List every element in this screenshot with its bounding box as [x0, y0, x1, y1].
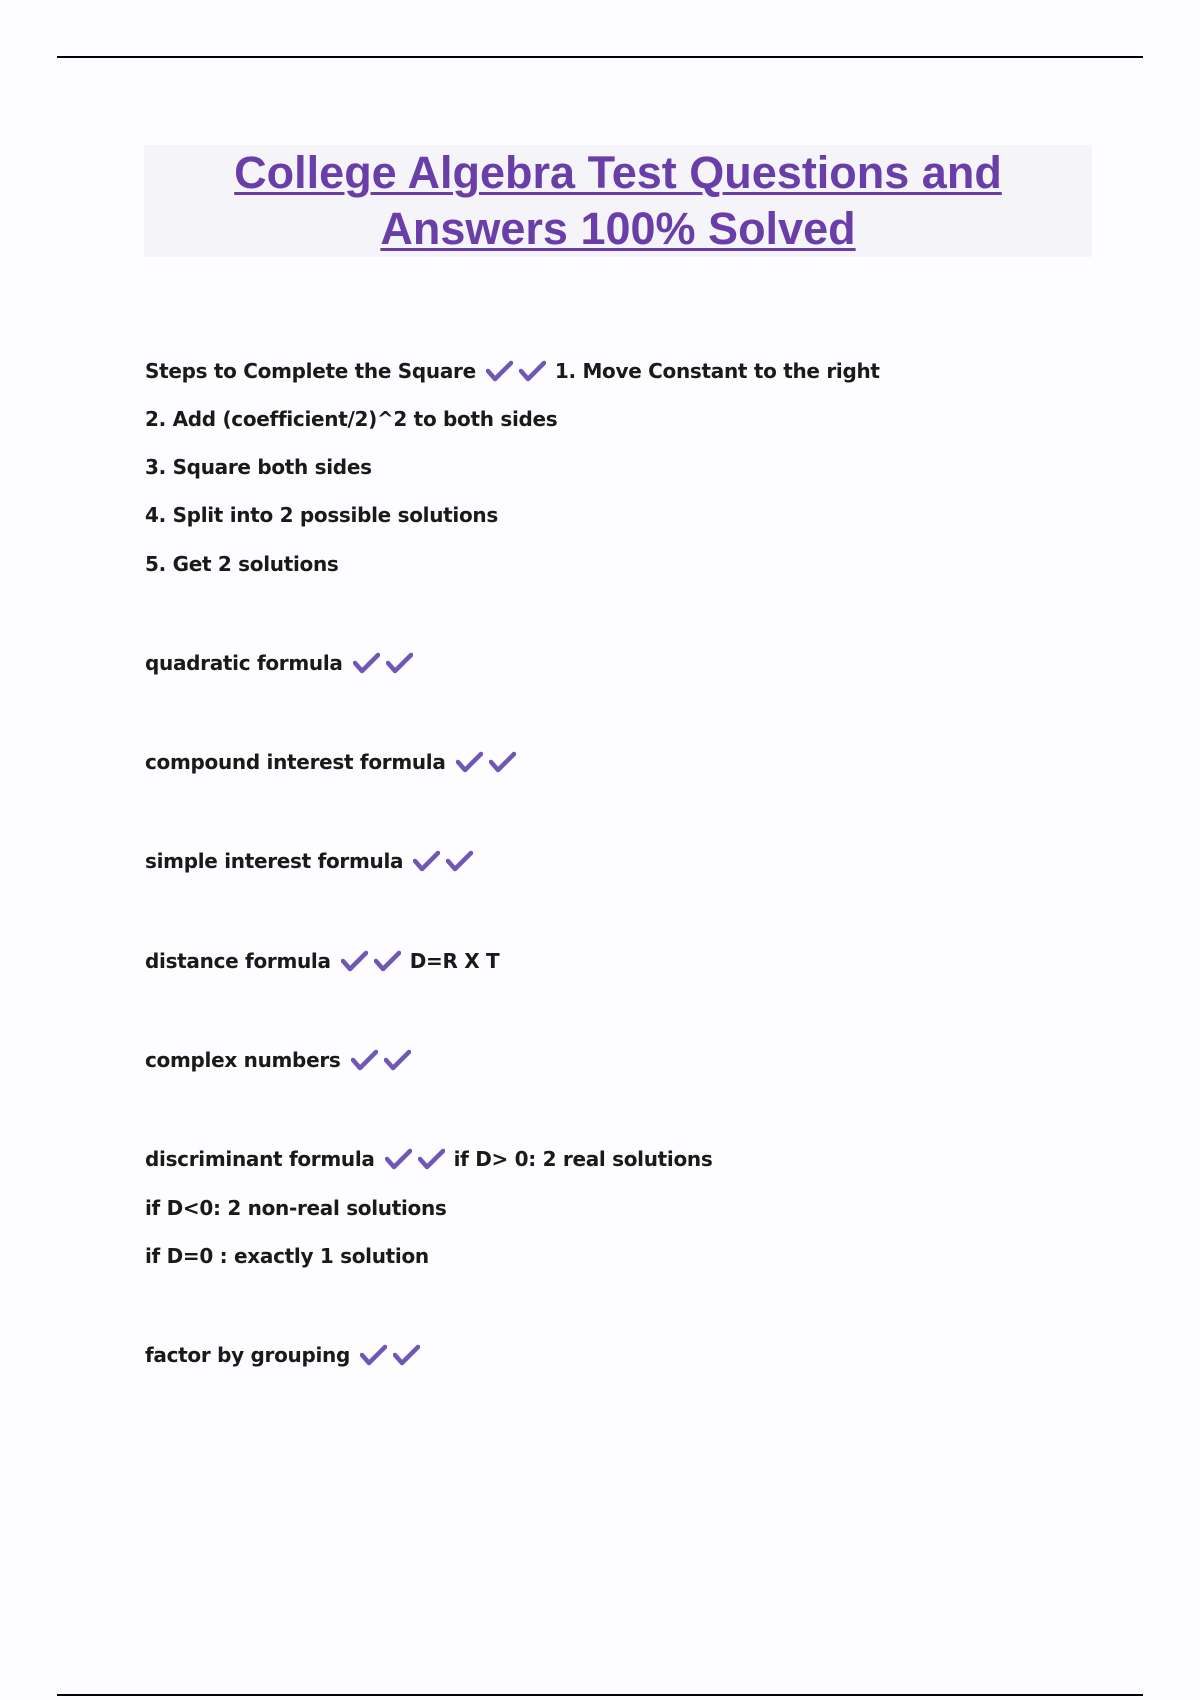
check-pair [353, 652, 419, 674]
document-title [144, 145, 1092, 257]
qa-item-complete-square [145, 357, 880, 385]
term: factor by grouping [145, 1343, 350, 1367]
check-pair [413, 850, 479, 872]
qa-item-distance [145, 947, 499, 975]
checkmark-icon [393, 1344, 420, 1366]
checkmark-icon [374, 950, 401, 972]
check-pair [341, 950, 407, 972]
title-banner [144, 145, 1092, 257]
title-line-2: Answers 100% Solved [380, 203, 856, 254]
check-pair [360, 1344, 426, 1366]
answer-continuation: 5. Get 2 solutions [145, 552, 339, 576]
check-pair [385, 1148, 451, 1170]
answer-continuation: 4. Split into 2 possible solutions [145, 503, 498, 527]
term: discriminant formula [145, 1147, 375, 1171]
check-pair [456, 751, 522, 773]
checkmark-icon [386, 652, 413, 674]
bottom-rule [57, 1694, 1143, 1696]
answer: if D> 0: 2 real solutions [453, 1147, 713, 1171]
checkmark-icon [384, 1049, 411, 1071]
checkmark-icon [519, 360, 546, 382]
answer-continuation: 3. Square both sides [145, 455, 372, 479]
checkmark-icon [353, 652, 380, 674]
answer-continuation: 2. Add (coefficient/2)^2 to both sides [145, 407, 558, 431]
qa-item-quadratic [145, 649, 422, 677]
checkmark-icon [413, 850, 440, 872]
checkmark-icon [351, 1049, 378, 1071]
checkmark-icon [360, 1344, 387, 1366]
answer: D=R X T [409, 949, 500, 973]
term: complex numbers [145, 1048, 341, 1072]
term: distance formula [145, 949, 331, 973]
checkmark-icon [418, 1148, 445, 1170]
answer-continuation: if D<0: 2 non-real solutions [145, 1196, 447, 1220]
check-pair [351, 1049, 417, 1071]
top-rule [57, 56, 1143, 58]
checkmark-icon [341, 950, 368, 972]
qa-item-factor-grouping [145, 1341, 429, 1369]
checkmark-icon [456, 751, 483, 773]
term: simple interest formula [145, 849, 404, 873]
answer: 1. Move Constant to the right [554, 359, 880, 383]
checkmark-icon [446, 850, 473, 872]
title-line-1: College Algebra Test Questions and [234, 147, 1002, 198]
term: quadratic formula [145, 651, 343, 675]
term: compound interest formula [145, 750, 446, 774]
term: Steps to Complete the Square [145, 359, 476, 383]
qa-item-complex-numbers [145, 1046, 420, 1074]
qa-item-compound-interest [145, 748, 525, 776]
checkmark-icon [385, 1148, 412, 1170]
qa-item-discriminant [145, 1145, 712, 1173]
check-pair [486, 360, 552, 382]
checkmark-icon [489, 751, 516, 773]
checkmark-icon [486, 360, 513, 382]
qa-item-simple-interest [145, 847, 482, 875]
answer-continuation: if D=0 : exactly 1 solution [145, 1244, 429, 1268]
